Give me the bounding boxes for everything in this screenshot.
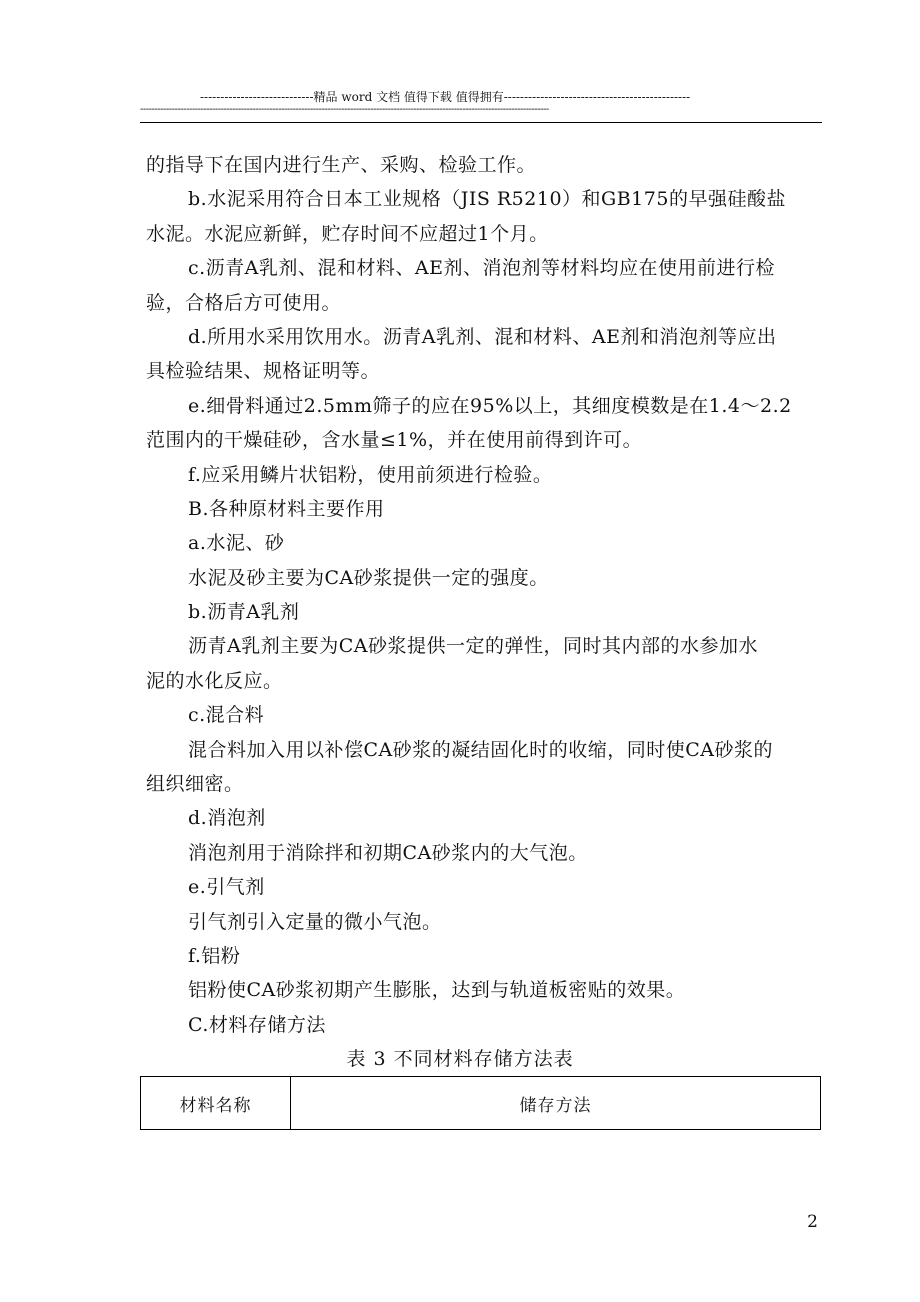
body-line: c.沥青A乳剂、混和材料、AE剂、消泡剂等材料均应在使用前进行检 [188, 257, 775, 280]
body-line: b.沥青A乳剂 [188, 601, 300, 624]
body-line: 泥的水化反应。 [146, 669, 283, 692]
table-header-method: 储存方法 [291, 1077, 821, 1130]
header-banner: ----------------------------精品 word 文档 值得下载 值得拥有---------------------------------------------- [200, 90, 691, 104]
body-line: 水泥。水泥应新鲜，贮存时间不应超过1个月。 [146, 222, 549, 245]
body-line: 引气剂引入定量的微小气泡。 [188, 910, 442, 933]
table-caption: 表 3 不同材料存储方法表 [346, 1048, 574, 1070]
body-line: 组织细密。 [146, 773, 244, 796]
body-line: B.各种原材料主要作用 [188, 497, 385, 520]
body-line: 混合料加入用以补偿CA砂浆的凝结固化时的收缩，同时使CA砂浆的 [188, 738, 774, 761]
body-line: c.混合料 [188, 704, 265, 727]
body-line: e.引气剂 [188, 876, 265, 899]
body-line: 水泥及砂主要为CA砂浆提供一定的强度。 [188, 566, 549, 589]
body-line: f.应采用鳞片状铝粉，使用前须进行检验。 [188, 463, 553, 486]
body-line: 验，合格后方可使用。 [146, 291, 342, 314]
header-rule [140, 122, 822, 123]
body-line: e.细骨料通过2.5mm筛子的应在95%以上，其细度模数是在1.4～2.2 [188, 394, 792, 417]
document-body [146, 148, 820, 1042]
table-header-material: 材料名称 [141, 1077, 291, 1130]
body-line: f.铝粉 [188, 944, 241, 967]
body-line: 范围内的干燥硅砂，含水量≤1%，并在使用前得到许可。 [146, 429, 643, 452]
body-line: C.材料存储方法 [188, 1013, 326, 1036]
header-dash-line: ---------------------------------------------------------------------------------------------------------------------------------------------- [140, 104, 549, 115]
body-line: 沥青A乳剂主要为CA砂浆提供一定的弹性，同时其内部的水参加水 [188, 635, 758, 658]
body-line: 铝粉使CA砂浆初期产生膨胀，达到与轨道板密贴的效果。 [188, 979, 686, 1002]
body-line: 的指导下在国内进行生产、采购、检验工作。 [146, 154, 537, 176]
body-line: d.消泡剂 [188, 807, 266, 830]
body-line: 消泡剂用于消除拌和初期CA砂浆内的大气泡。 [188, 841, 588, 864]
body-line: 具检验结果、规格证明等。 [146, 360, 381, 383]
body-line: d.所用水采用饮用水。沥青A乳剂、混和材料、AE剂和消泡剂等应出 [188, 325, 777, 348]
body-line: b.水泥采用符合日本工业规格（JIS R5210）和GB175的早强硅酸盐 [188, 188, 786, 211]
body-line: a.水泥、砂 [188, 532, 285, 555]
page-number: 2 [807, 1212, 818, 1232]
storage-table [140, 1076, 821, 1130]
page-header [140, 88, 820, 124]
table-header-row [141, 1077, 821, 1130]
